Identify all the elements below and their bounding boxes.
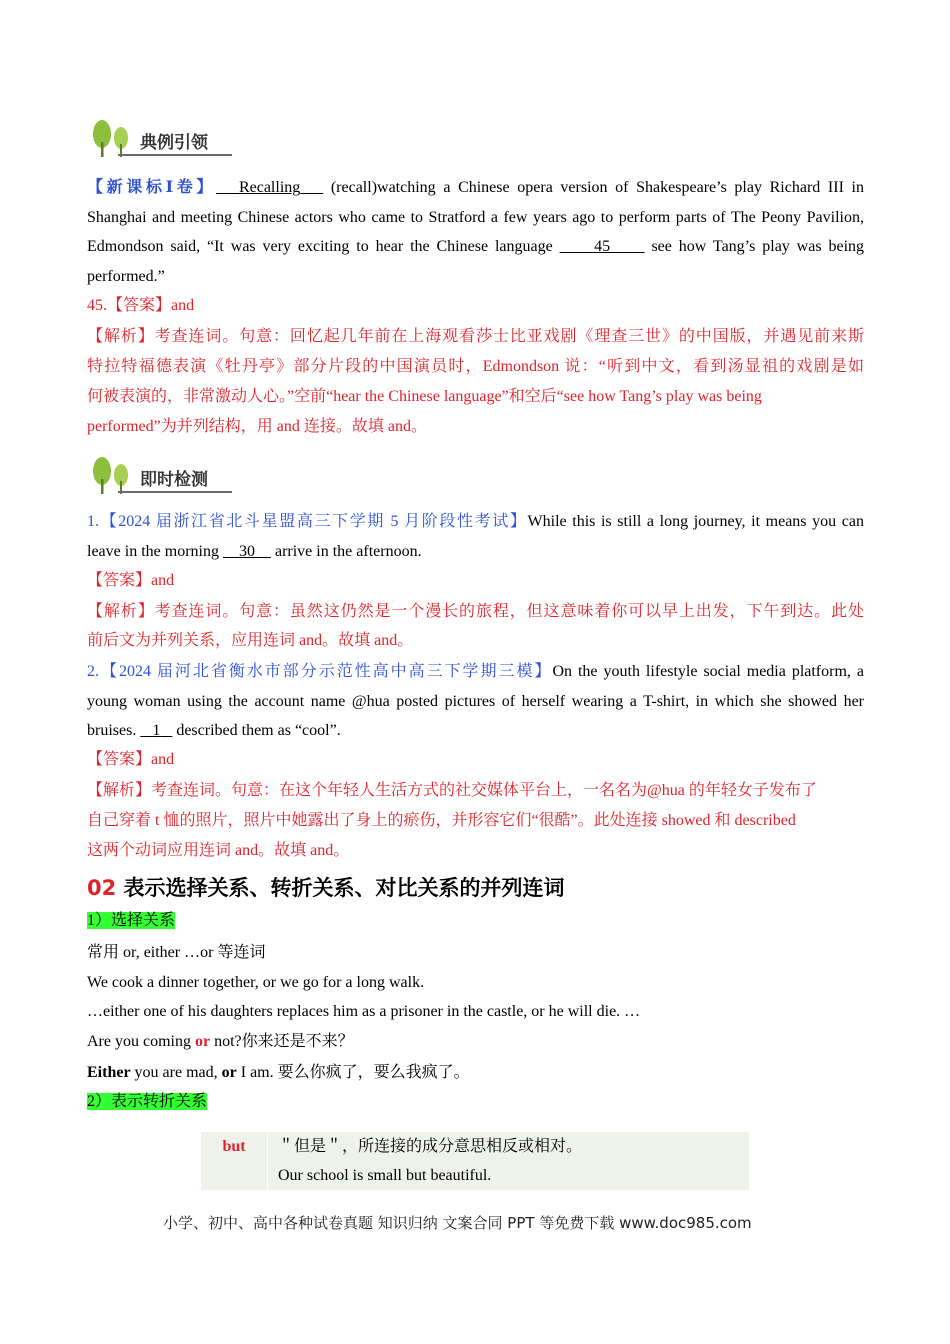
section-number: 02 [87,876,117,900]
text: you are mad, [130,1064,222,1081]
text: On the youth lifestyle social media platform, a [552,663,864,680]
page-footer: 小学、初中、高中各种试卷真题 知识归纳 文案合同 PPT 等免费下载 www.doc985.com [163,1214,752,1232]
q2-line-2: young woman using the account name @hua posted pictures of herself wearing a T-shirt, in which she showed her [87,693,864,710]
sub1-line-2: We cook a dinner together, or we go for a long walk. [87,974,425,991]
section-title [87,872,565,902]
q2-blank: 1 [152,722,161,739]
q1-answer: 【答案】and [87,572,175,589]
table-row [201,1132,749,1190]
banner-label: 典例引领 [140,133,208,153]
text: Edmondson said, “It was very exciting to hear the Chinese language [87,238,560,255]
q1-analysis-2: 前后文为并列关系，应用连词 and。故填 and。 [87,632,414,649]
banner-label: 即时检测 [140,470,208,490]
q2-analysis-3: 这两个动词应用连词 and。故填 and。 [87,842,350,859]
q2-line-3 [87,721,864,741]
text: arrive in the afternoon. [270,543,422,560]
text: described them as “cool”. [172,722,341,739]
sub1-heading: 1）选择关系 [87,912,176,929]
example-line-2: Shanghai and meeting Chinese actors who came to Stratford a few years ago to perform parts of The Peony Pavilion, [87,209,864,226]
q1-number: 1. [87,513,99,530]
sub1-line-5 [87,1063,864,1083]
q2-answer: 【答案】and [87,751,175,768]
q1-blank: 30 [238,543,255,560]
example-analysis-1: 【解析】考查连词。句意：回忆起几年前在上海观看莎士比亚戏剧《理查三世》的中国版，并遇见前来斯 [87,328,864,345]
banner-rule [118,154,232,156]
example-answer: 45.【答案】and [87,297,195,314]
example-analysis-2: 特拉特福德表演《牡丹亭》部分片段的中国演员时，Edmondson 说：“听到中文，看到汤显祖的戏剧是如 [87,358,864,375]
sub1-line-1: 常用 or, either …or 等连词 [87,944,266,961]
q2-source-tag: 【2024 届河北省衡水市部分示范性高中高三下学期三模】 [99,663,553,680]
example-line-3 [87,237,864,257]
q1-line-1 [87,512,864,532]
section-title-text: 表示选择关系、转折关系、对比关系的并列连词 [116,876,565,900]
keyword-or: or [221,1064,237,1081]
definition-table [201,1132,749,1190]
description-cell [268,1132,750,1190]
text: bruises. [87,722,141,739]
q2-analysis-1: 【解析】考查连词。句意：在这个年轻人生活方式的社交媒体平台上，一名名为@hua 的年轻女子发布了 [87,782,817,799]
q1-analysis-1: 【解析】考查连词。句意：虽然这仍然是一个漫长的旅程，但这意味着你可以早上出发，下午到达。此处 [87,603,864,620]
text: (recall)watching a Chinese opera version of Shakespeare’s play Richard III in [323,179,864,196]
sub2-heading: 2）表示转折关系 [87,1093,208,1110]
tree-icon [88,118,138,158]
text: not?你来还是不来？ [210,1033,354,1050]
q2-line-1 [87,662,864,682]
example-sentence: Our school is small but beautiful. [278,1167,492,1184]
keyword-or: or [194,1033,211,1050]
practice-banner [88,455,238,497]
q2-number: 2. [87,663,99,680]
q1-source-tag: 【2024 届浙江省北斗星盟高三下学期 5 月阶段性考试】 [99,513,528,530]
text: I am. 要么你疯了，要么我疯了。 [236,1064,470,1081]
text: leave in the morning [87,543,223,560]
term-cell: but [201,1132,268,1190]
example-banner [88,118,238,160]
sub2-heading-line [87,1092,864,1112]
sub1-heading-line [87,911,864,931]
source-tag: 【新课标Ⅰ卷】 [87,179,217,196]
example-line-4: performed.” [87,268,165,285]
sub1-line-4 [87,1032,864,1052]
text: While this is still a long journey, it means you can [527,513,864,530]
example-analysis-3: 何被表演的，非常激动人心。”空前“hear the Chinese language”和空后“see how Tang’s play was being [87,388,762,405]
keyword-either: Either [87,1064,131,1081]
sub1-line-3: …either one of his daughters replaces him as a prisoner in the castle, or he will die. … [87,1003,641,1020]
description-line: ＂但是＂，所连接的成分意思相反或相对。 [278,1138,583,1155]
banner-rule [118,491,232,493]
question-blank: 45 [594,238,611,255]
example-analysis-4: performed”为并列结构，用 and 连接。故填 and。 [87,418,427,435]
tree-icon [88,455,138,495]
q2-analysis-2: 自己穿着 t 恤的照片，照片中她露出了身上的瘀伤，并形容它们“很酷”。此处连接 showed 和 described [87,812,796,829]
q1-line-2 [87,542,864,562]
example-line-1 [87,178,864,198]
text: Are you coming [87,1033,195,1050]
answer-blank: Recalling [238,179,301,196]
text: see how Tang’s play was being [644,238,865,255]
